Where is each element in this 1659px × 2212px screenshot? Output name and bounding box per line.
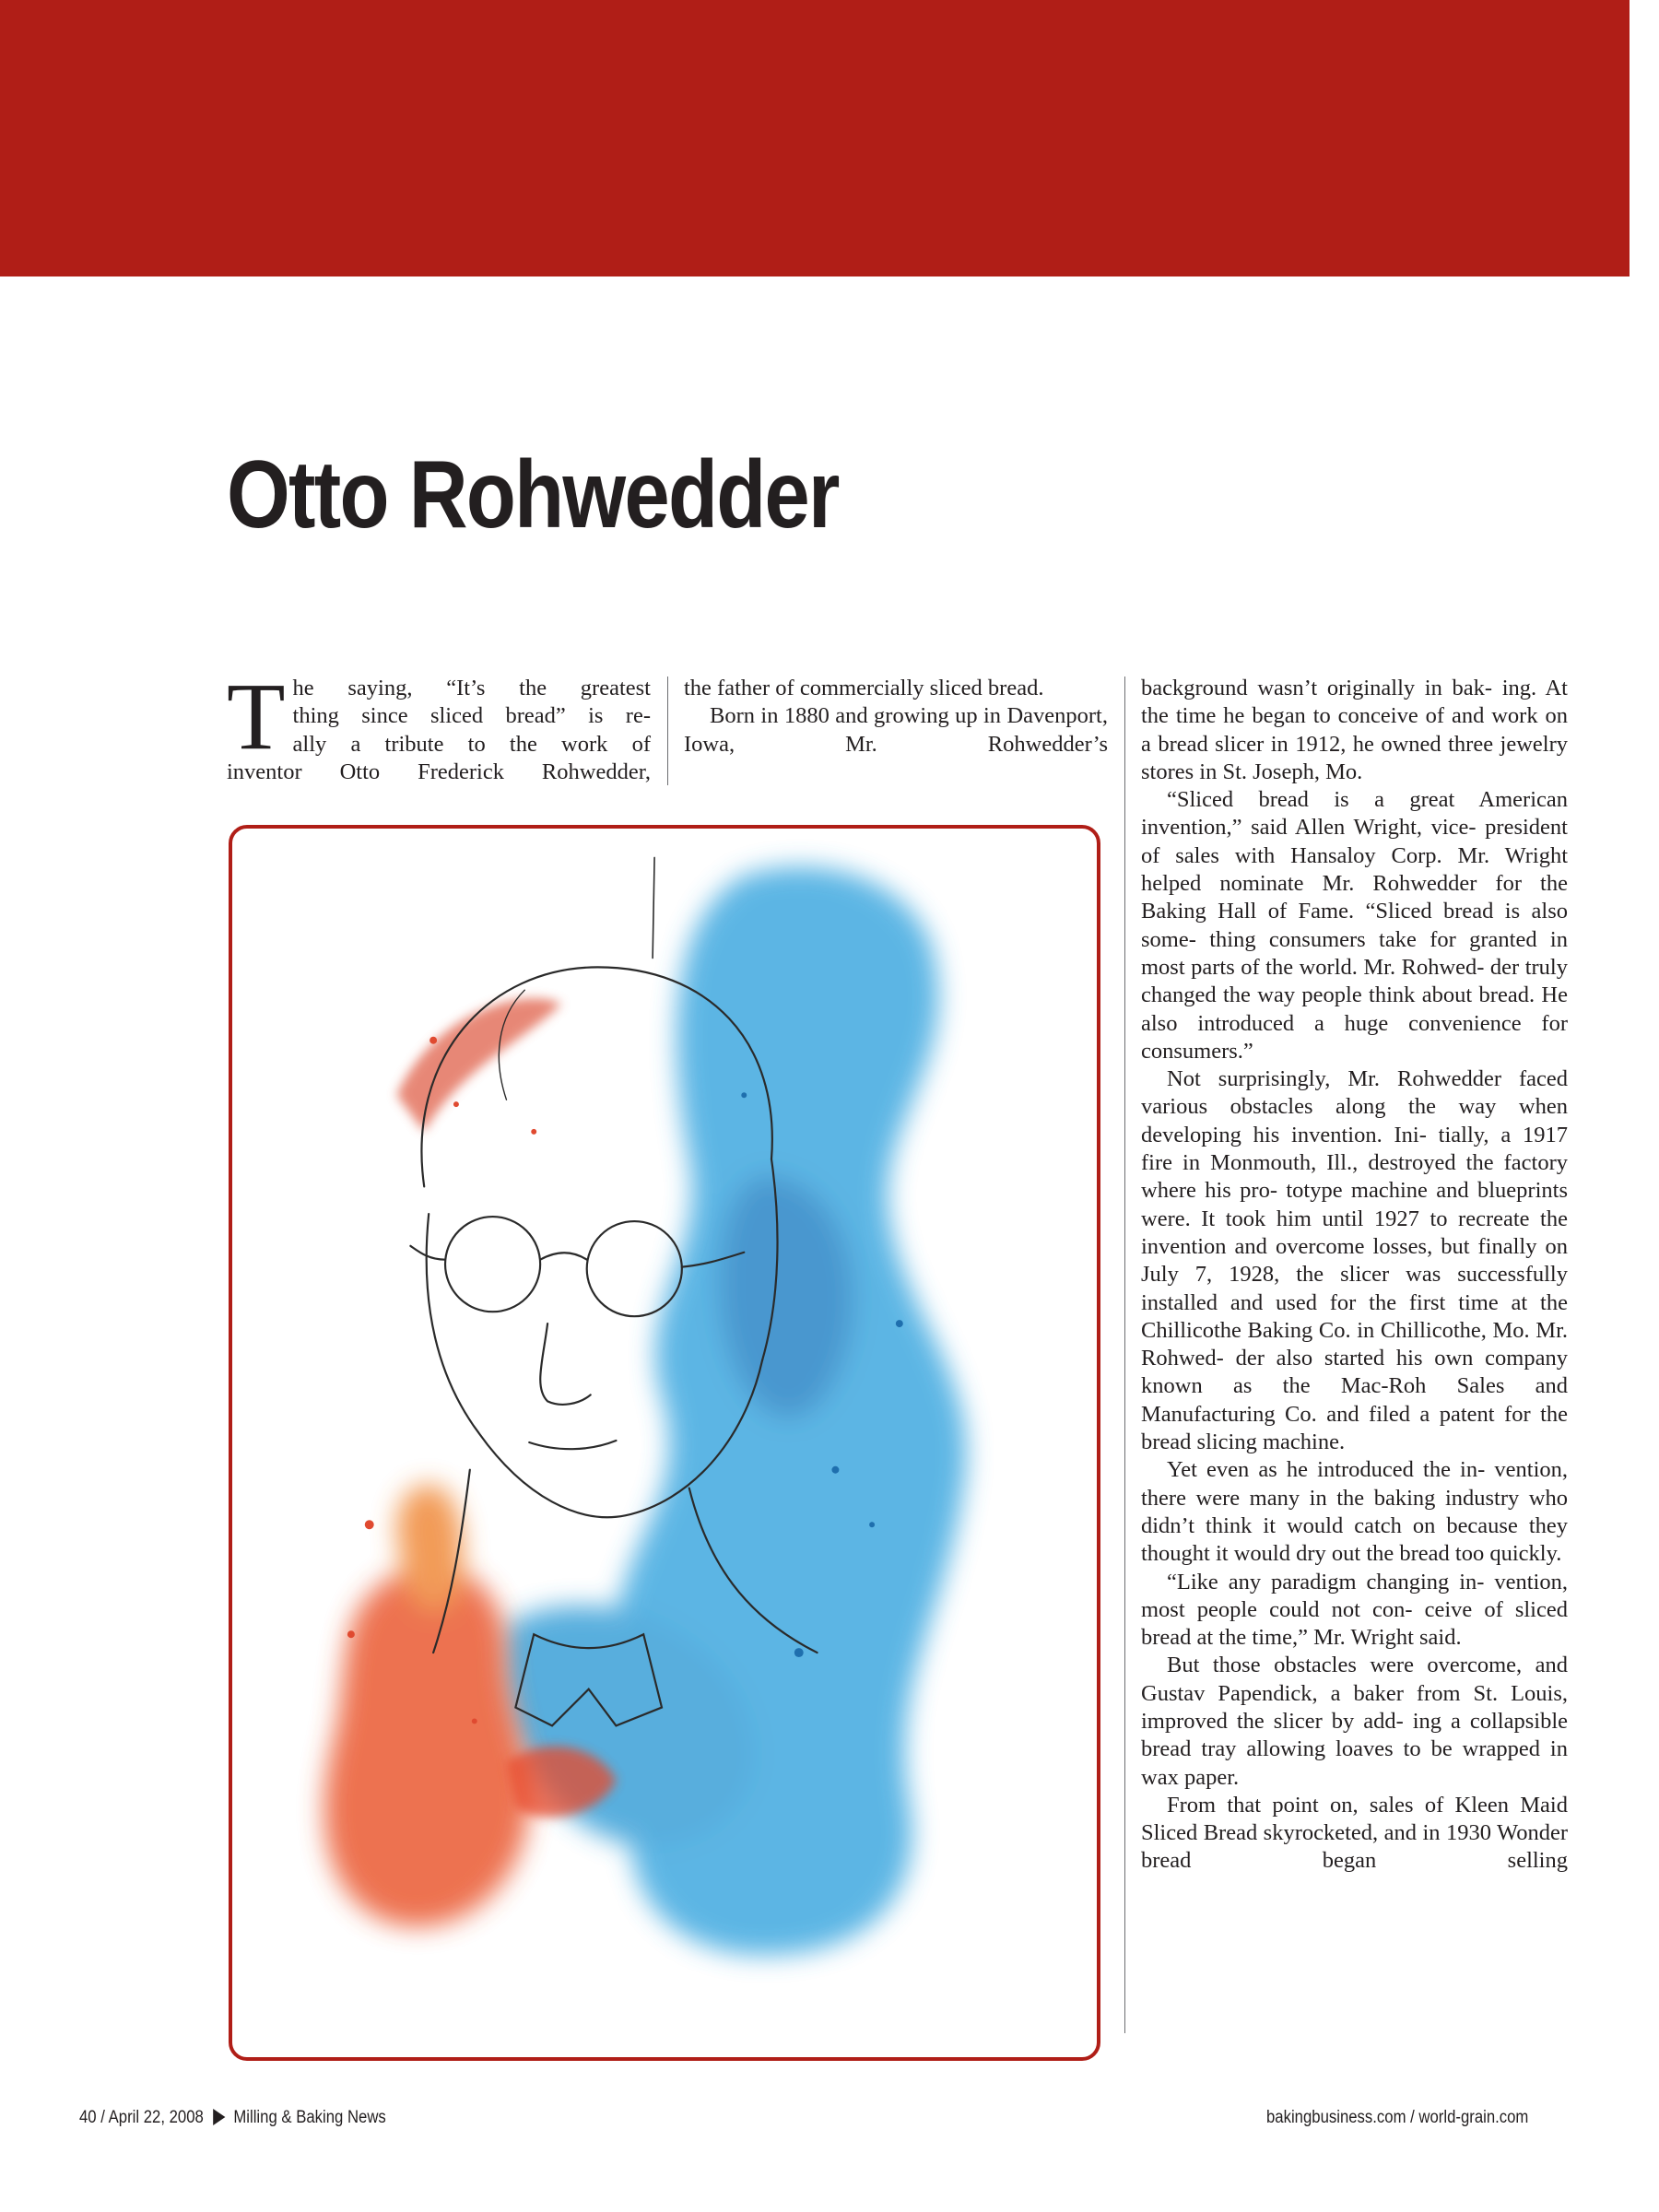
paragraph: Not surprisingly, Mr. Rohwedder faced various obstacles along the way when developing his invention. Ini- tially, a 1917 fire in Monmouth, Ill., destroyed the factory where his pro- totype machine and blueprints were. It took him until 1927 to recreate the invention and overcome losses, but finally on July 7, 1928, the slicer was successfully installed and used for the first time at the Chillicothe Baking Co. in Chillicothe, Mo. Mr. Rohwed- der also started his own company known as the Mac-Roh Sales and Manufacturing Co. and filed a patent for the bread slicing machine. — [1141, 1066, 1568, 1455]
page-footer-left — [79, 2107, 386, 2129]
text-line: thing since sliced bread” is re- — [292, 703, 651, 729]
article-column-1 — [227, 664, 651, 786]
paragraph: “Sliced bread is a great American invention,” said Allen Wright, vice- president of sales with Hansaloy Corp. Mr. Wright helped nominate Mr. Rohwedder for the Baking Hall of Fame. “Sliced bread is also some- thing consumers take for granted in most parts of the world. Mr. Rohwed- der truly changed the way people think about bread. He also introduced a huge convenience for consumers.” — [1141, 787, 1568, 1064]
triangle-arrow-icon — [213, 2109, 225, 2125]
paragraph: the father of commercially sliced bread. — [684, 676, 1044, 700]
paragraph: background wasn’t originally in bak- ing. At the time he began to conceive of and work on a bread slicer in 1912, he owned three jewelry stores in St. Joseph, Mo. — [1141, 676, 1568, 784]
text-line: he saying, “It’s the greatest — [292, 676, 651, 700]
article-title: Otto Rohwedder — [227, 441, 839, 548]
text-line: inventor Otto Frederick Rohwedder, — [227, 759, 651, 784]
drop-cap: T — [227, 664, 286, 770]
paragraph: Born in 1880 and growing up in Davenport, Iowa, Mr. Rohwedder’s — [684, 703, 1108, 757]
watercolor-portrait-illustration — [232, 829, 1097, 2057]
paragraph: Yet even as he introduced the in- vention, there were many in the baking industry who didn’t think it would catch on because they thought it would dry out the bread too quickly. — [1141, 1457, 1568, 1567]
page-footer-right: bakingbusiness.com / world-grain.com — [1266, 2108, 1529, 2127]
article-column-2 — [684, 675, 1108, 759]
page-number: 40 / — [79, 2108, 105, 2127]
paragraph: But those obstacles were overcome, and Gustav Papendick, a baker from St. Louis, improved the slicer by add- ing a collapsible bread tray allowing loaves to be wrapped in wax paper. — [1141, 1653, 1568, 1790]
header-band — [0, 0, 1630, 276]
column-rule — [1124, 677, 1125, 2033]
portrait-illustration-frame — [229, 825, 1100, 2061]
publication-name: Milling & Baking News — [233, 2108, 386, 2127]
issue-date: April 22, 2008 — [108, 2108, 204, 2127]
text-line: ally a tribute to the work of — [292, 731, 651, 757]
column-rule — [667, 677, 668, 785]
paragraph: From that point on, sales of Kleen Maid Sliced Bread skyrocketed, and in 1930 Wonder bread began selling — [1141, 1792, 1568, 1874]
article-column-3 — [1141, 675, 1568, 1876]
paragraph: “Like any paradigm changing in- vention, most people could not con- ceive of sliced bread at the time,” Mr. Wright said. — [1141, 1569, 1568, 1651]
